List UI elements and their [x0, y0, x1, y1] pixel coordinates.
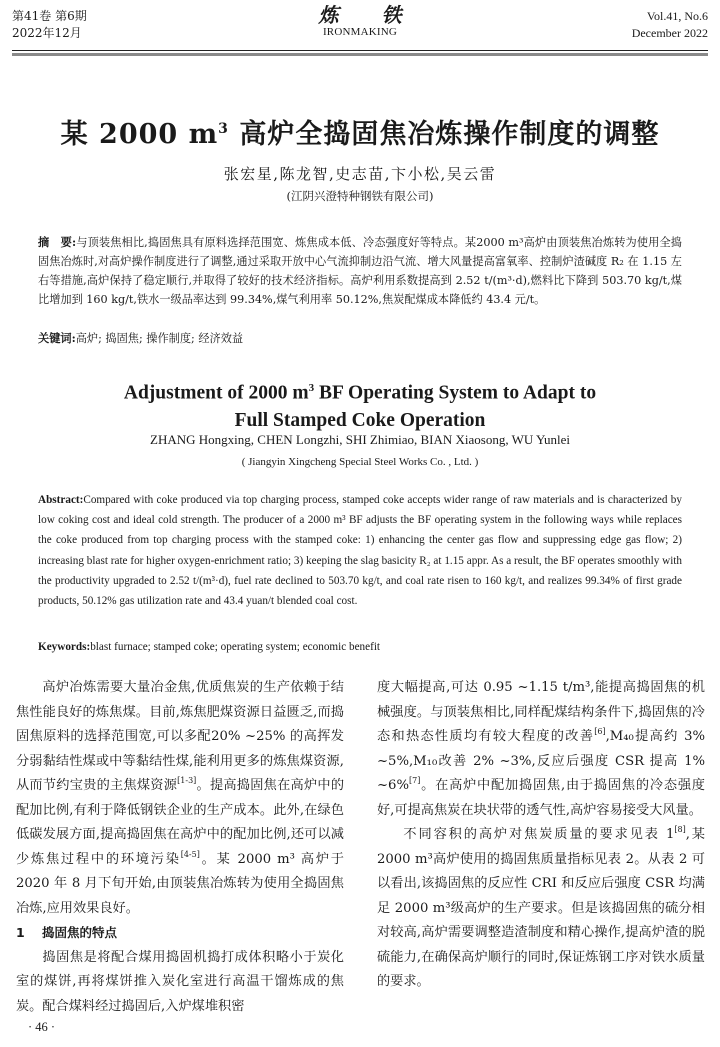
- page-header: [12, 3, 708, 48]
- keywords-cn-text: 高炉; 捣固焦; 操作制度; 经济效益: [75, 332, 244, 345]
- abstract-en: [38, 490, 682, 611]
- text-run: ,M₄₀提高约 3% ~5%,M₁₀改善 2% ~3%,反应后强度 CSR 提高 1% ~6%: [377, 729, 705, 793]
- affiliation-en: ( Jiangyin Xingcheng Special Steel Works Co. , Ltd. ): [241, 456, 479, 468]
- text-run: 不同容积的高炉对焦炭质量的要求见表 1: [403, 827, 675, 842]
- authors-cn: 张宏星,陈龙智,史志苗,卞小松,吴云雷: [223, 165, 497, 183]
- title-en: [0, 375, 720, 434]
- date-en: December 2022: [631, 26, 708, 40]
- journal-name-cn: 炼 铁: [318, 3, 420, 27]
- title-en-post: BF Operating System to Adapt to: [314, 382, 597, 404]
- title-en-pre: Adjustment of 2000 m: [123, 382, 309, 404]
- body-column-right: [377, 676, 705, 995]
- abstract-en-label: Abstract:: [38, 494, 84, 506]
- body-column-left: [16, 676, 344, 1019]
- title-cn: [0, 112, 720, 151]
- continued-paragraph: [377, 676, 705, 823]
- text-run: 。在高炉中配加捣固焦,由于捣固焦的冷态强度好,可提高焦炭在块状带的透气性,高炉容易接受大风量。: [377, 778, 705, 818]
- citation: [4-5]: [180, 849, 200, 859]
- abstract-en-text: Compared with coke produced via top charging process, stamped coke accepts wider range of raw materials and is characterized by low coking cost and ideal cold strength. The producer of a 2000 m³ BF adjusts the BF operating system in the following ways while replaces the coke produced from top charging process with the stamped coke: 1) enhancing the center gas flow and suppressing edge gas flow; 2) increasing blast rate for higher oxygen-enrichment ratio; 3) keeping the slag basicity R₂ at 1.15 appr. As a result, the BF operates smoothly with the productivity upgraded to 2.52 t/(m³·d), fuel rate declined to 503.70 kg/t, and coal rate risen to 160 kg/t, and realizes 99.34% of first grade products, 50.12% gas utilization rate and 43.4 yuan/t blended coal cost.: [38, 494, 682, 608]
- page-number: · 46 ·: [28, 1020, 56, 1034]
- table-reference-paragraph: [377, 823, 705, 995]
- header-right: [632, 8, 708, 42]
- section-number: 1: [16, 925, 25, 940]
- affiliation-cn: (江阴兴澄特种钢铁有限公司): [286, 189, 434, 203]
- text-run: ,某 2000 m³高炉使用的捣固焦质量指标见表 2。从表 2 可以看出,该捣固焦的反应性 CRI 和反应后强度 CSR 均满足 2000 m³级高炉的生产要求。但是该捣固焦的硫分相对较高,高炉需要调整造渣制度和精心操作,提高炉渣的脱硫能力,在确保高炉顺行的同时,保证炼钢工序对铁水质量的要求。: [377, 827, 705, 989]
- citation: [1-3]: [177, 776, 197, 785]
- section-paragraph: 捣固焦是将配合煤用捣固机捣打成体积略小于炭化室的煤饼,再将煤饼推入炭化室进行高温干馏炼成的焦炭。配合煤料经过捣固后,入炉煤堆积密: [16, 949, 344, 1014]
- abstract-cn-text: 与顶装焦相比,捣固焦具有原料选择范围宽、炼焦成本低、冷态强度好等特点。某2000 m³高炉由顶装焦冶炼转为使用全捣固焦冶炼时,对高炉操作制度进行了调整,通过采取开放中心气流抑制边沿气流、增大风量提高富氧率、控制炉渣碱度 R₂ 在 1.15 左右等措施,高炉保持了稳定顺行,并取得了较好的技术经济指标。高炉利用系数提高到 2.52 t/(m³·d),燃料比下降到 503.70 kg/t,煤比增加到 160 kg/t,铁水一级品率达到 99.34%,煤气利用率 50.12%,焦炭配煤成本降低约 43.4 元/t。: [38, 236, 682, 306]
- citation: [8]: [674, 825, 686, 834]
- authors-en: ZHANG Hongxing, CHEN Longzhi, SHI Zhimiao, BIAN Xiaosong, WU Yunlei: [150, 432, 570, 447]
- header-rule-thin: [12, 50, 708, 51]
- title-en-sup: 3: [308, 382, 315, 394]
- journal-logo: [301, 4, 420, 38]
- section-heading: [16, 921, 344, 946]
- volume-en: Vol.41, No.6: [646, 9, 708, 23]
- title-cn-pre: 某 2000 m: [60, 119, 219, 150]
- title-en-line2: Full Stamped Coke Operation: [234, 409, 486, 431]
- volume-cn: 第41卷 第6期: [12, 9, 87, 23]
- title-cn-sup: 3: [218, 121, 229, 137]
- text-run: 。提高捣固焦在高炉中的配加比例,有利于降低钢铁企业的生产成本。此外,在绿色低碳发展方面,提高捣固焦在高炉中的配加比例,还可以减少炼焦过程中的环境污染: [16, 778, 345, 867]
- journal-name-en: IRONMAKING: [322, 26, 398, 38]
- citation: [7]: [408, 776, 421, 785]
- header-rule-thick: [12, 53, 708, 56]
- title-cn-post: 高炉全捣固焦冶炼操作制度的调整: [228, 119, 660, 150]
- keywords-cn: [38, 329, 682, 348]
- title-en-line1: [0, 375, 720, 407]
- intro-paragraph: [16, 676, 344, 921]
- citation: [6]: [594, 727, 606, 736]
- text-run: 。某 2000 m³ 高炉于 2020 年 8 月下旬开始,由顶装焦冶炼转为使用全捣固焦冶炼,应用效果良好。: [16, 851, 344, 916]
- keywords-en-label: Keywords:: [38, 641, 91, 653]
- abstract-cn: [38, 233, 682, 309]
- keywords-en-text: blast furnace; stamped coke; operating system; economic benefit: [90, 641, 381, 653]
- keywords-cn-label: 关键词:: [38, 331, 76, 345]
- date-cn: 2022年12月: [12, 26, 82, 40]
- text-run: 高炉冶炼需要大量冶金焦,优质焦炭的生产依赖于结焦性能良好的炼焦煤。目前,炼焦肥煤资源日益匮乏,而捣固焦原料的选择范围宽,可以多配20% ~25% 的高挥发分弱黏结性煤或中等黏结性煤,能利用更多的炼焦煤资源,从而节约宝贵的主焦煤资源: [16, 680, 344, 793]
- section-title: 捣固焦的特点: [42, 925, 118, 940]
- text-run: 度大幅提高,可达 0.95 ~1.15 t/m³,能提高捣固焦的机械强度。与顶装焦相比,同样配煤结构条件下,捣固焦的冷态和热态性质均有较大程度的改善: [377, 680, 705, 744]
- abstract-cn-label: 摘 要:: [38, 235, 77, 249]
- header-left: [12, 8, 87, 42]
- keywords-en: [38, 637, 682, 657]
